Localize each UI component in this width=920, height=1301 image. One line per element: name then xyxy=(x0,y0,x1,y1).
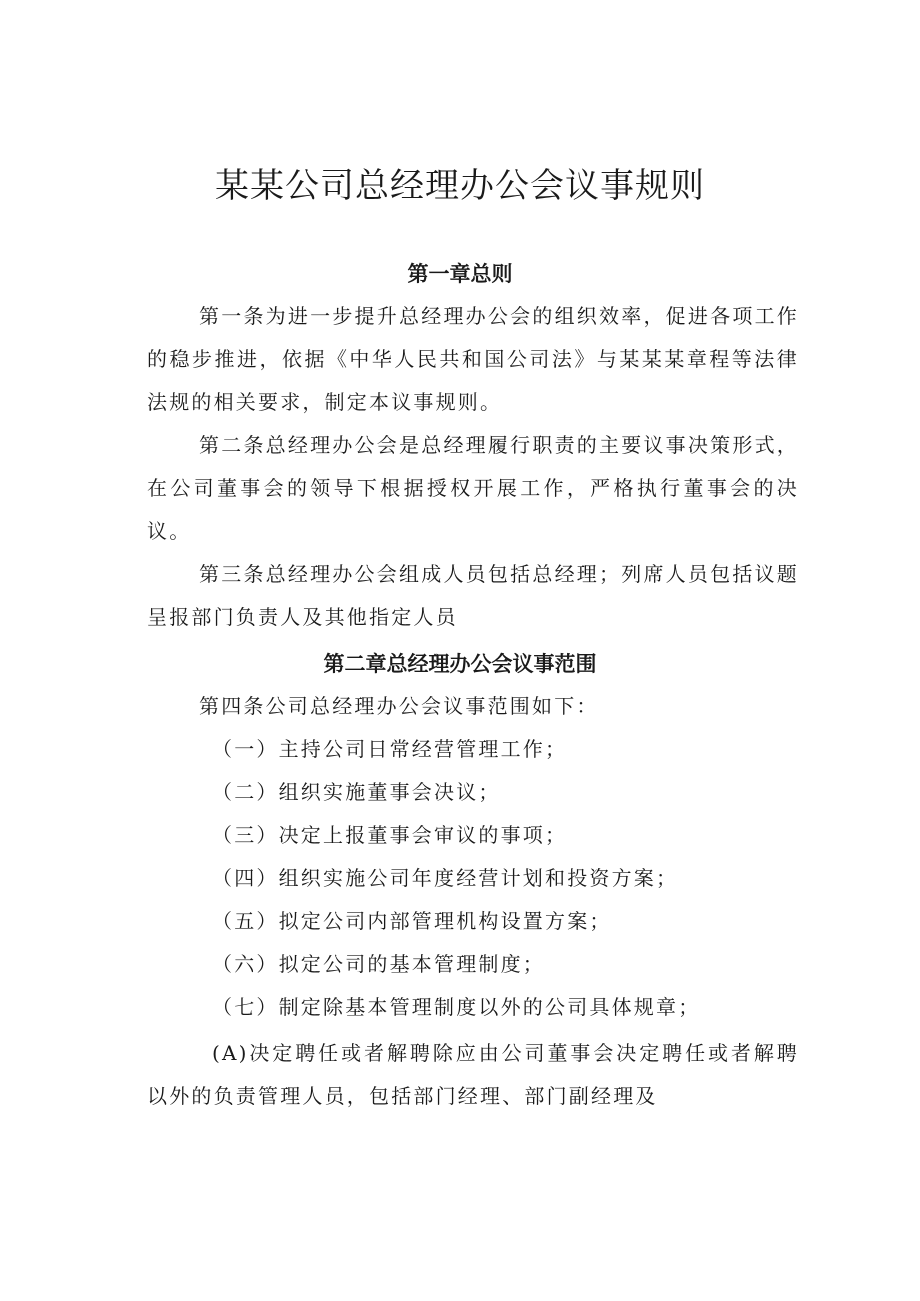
article-2: 第二条总经理办公会是总经理履行职责的主要议事决策形式，在公司董事会的领导下根据授权开展工作，严格执行董事会的决议。 xyxy=(147,433,799,543)
scope-item-8: (A)决定聘任或者解聘除应由公司董事会决定聘任或者解聘以外的负责管理人员，包括部门经理、部门副经理及 xyxy=(147,1041,799,1108)
document-title: 某某公司总经理办公会议事规则 xyxy=(215,166,705,206)
scope-item-7: （七）制定除基本管理制度以外的公司具体规章； xyxy=(212,995,701,1019)
article-1: 第一条为进一步提升总经理办公会的组织效率，促进各项工作的稳步推进，依据《中华人民共和国公司法》与某某某章程等法律法规的相关要求，制定本议事规则。 xyxy=(147,304,799,414)
article-4: 第四条公司总经理办公会议事范围如下： xyxy=(199,694,599,718)
scope-item-5: （五）拟定公司内部管理机构设置方案； xyxy=(212,909,612,933)
scope-item-4: （四）组织实施公司年度经营计划和投资方案； xyxy=(212,866,679,890)
scope-item-2: （二）组织实施董事会决议； xyxy=(212,780,501,804)
article-3: 第三条总经理办公会组成人员包括总经理；列席人员包括议题呈报部门负责人及其他指定人员 xyxy=(147,562,799,629)
chapter-1-heading: 第一章总则 xyxy=(407,262,513,286)
scope-item-1: （一）主持公司日常经营管理工作； xyxy=(212,737,568,761)
chapter-2-heading: 第二章总经理办公会议事范围 xyxy=(323,652,597,676)
scope-item-3: （三）决定上报董事会审议的事项； xyxy=(212,823,568,847)
scope-item-6: （六）拟定公司的基本管理制度； xyxy=(212,952,545,976)
